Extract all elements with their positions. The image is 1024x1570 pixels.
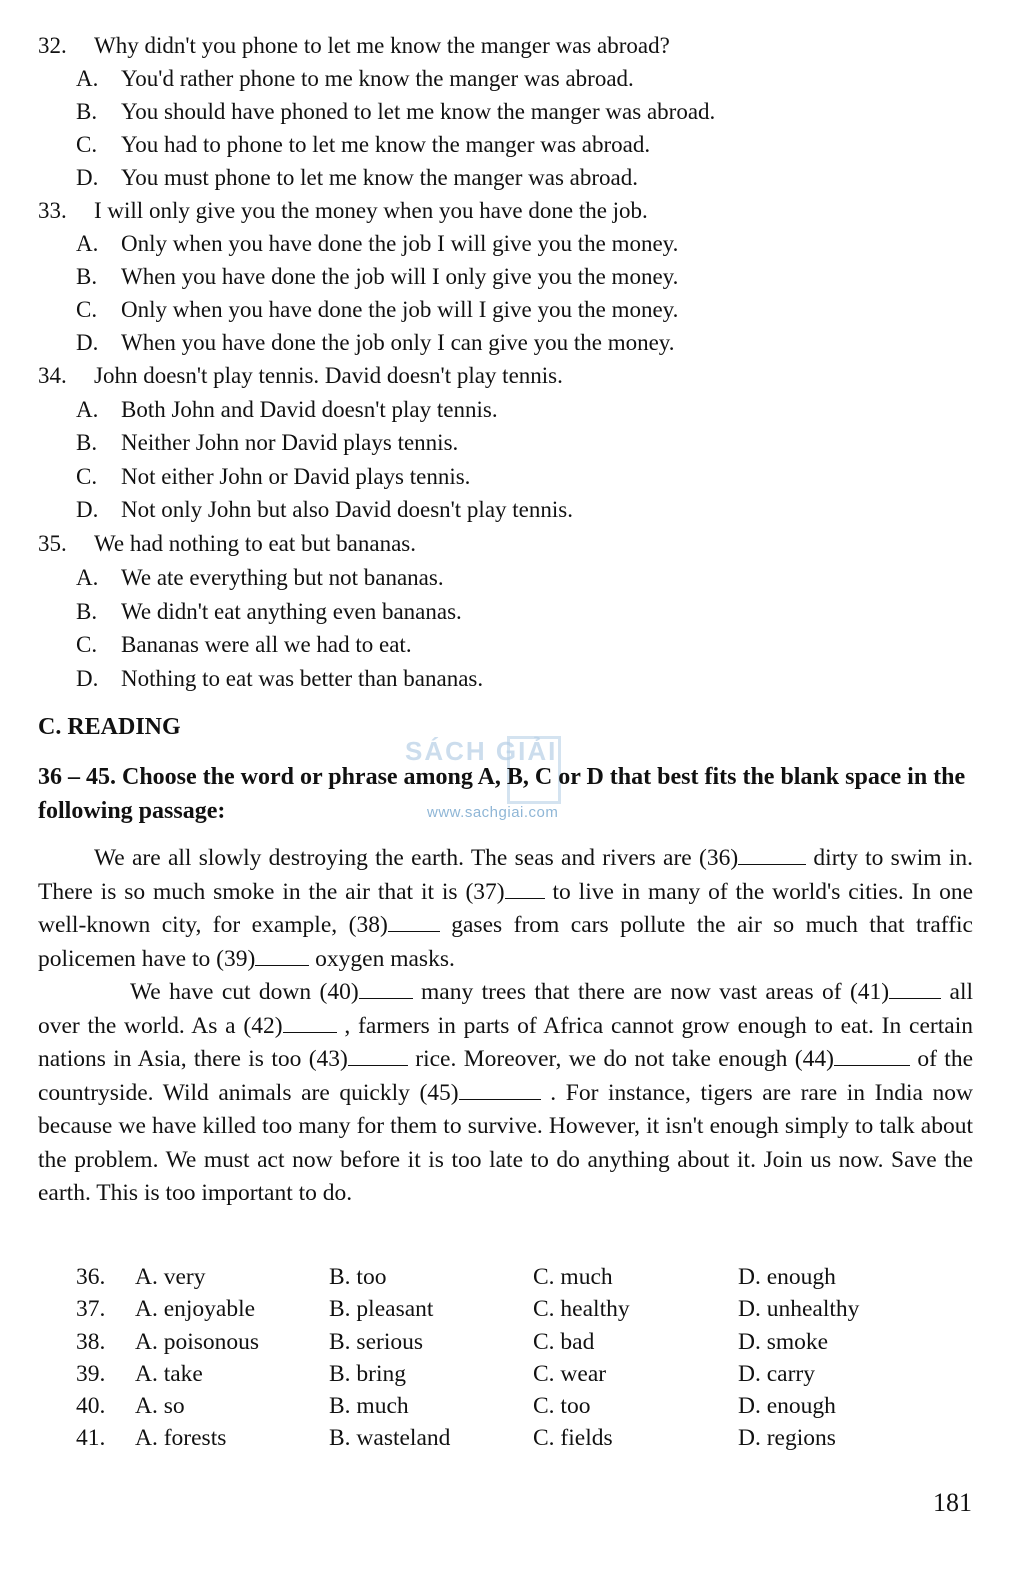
option-label: C. <box>76 632 98 657</box>
question-text: We had nothing to eat but bananas. <box>94 531 416 556</box>
answer-option-d: D. enough <box>738 1393 836 1419</box>
option-text: Nothing to eat was better than bananas. <box>121 666 484 691</box>
blank-40 <box>359 978 413 999</box>
option-label: D. <box>76 165 99 190</box>
question-34 <box>38 361 563 391</box>
option-text: You must phone to let me know the manger was abroad. <box>121 165 638 190</box>
option-text: Neither John nor David plays tennis. <box>121 430 459 455</box>
blank-36 <box>738 844 806 865</box>
option-33a <box>76 229 678 259</box>
option-35b <box>76 597 462 627</box>
option-35a <box>76 563 444 593</box>
blank-45 <box>459 1079 541 1100</box>
option-label: C. <box>76 464 98 489</box>
option-text: Not either John or David plays tennis. <box>121 464 471 489</box>
watermark-logo: SÁCH GIẢI <box>405 736 558 766</box>
option-text: You had to phone to let me know the manger was abroad. <box>121 132 651 157</box>
option-text: When you have done the job will I only give you the money. <box>121 264 679 289</box>
option-32a <box>76 64 634 94</box>
answer-number: 38. <box>76 1329 106 1355</box>
option-34d <box>76 495 573 525</box>
answer-option-c: C. fields <box>533 1425 613 1451</box>
answer-option-a: A. forests <box>135 1425 227 1451</box>
option-32c <box>76 130 650 160</box>
passage-text: to live in many of the world's cities. In one well-known city, for example, (38) <box>38 878 973 938</box>
option-32d <box>76 163 638 193</box>
answer-option-a: A. enjoyable <box>135 1296 256 1322</box>
answer-option-c: C. much <box>533 1264 613 1290</box>
option-text: We didn't eat anything even bananas. <box>121 599 462 624</box>
option-label: A. <box>76 66 99 91</box>
option-34b <box>76 428 458 458</box>
option-label: B. <box>76 99 98 124</box>
answer-number: 39. <box>76 1361 106 1387</box>
option-32b <box>76 97 715 127</box>
answer-option-a: A. so <box>135 1393 185 1419</box>
passage-text: dirty to swim in. There is so much smoke in the air that it is (37) <box>38 845 973 905</box>
answer-number: 40. <box>76 1393 106 1419</box>
option-text: Only when you have done the job will I give you the money. <box>121 297 679 322</box>
option-33b <box>76 262 678 292</box>
question-32 <box>38 31 670 61</box>
answer-number: 37. <box>76 1296 106 1322</box>
section-instruction: 36 – 45. Choose the word or phrase among A, B, C or D that best fits the blank space in the following passage: <box>38 764 966 824</box>
question-text: I will only give you the money when you have done the job. <box>94 198 648 223</box>
option-text: You'd rather phone to me know the manger was abroad. <box>121 66 634 91</box>
option-label: A. <box>76 565 99 590</box>
option-label: B. <box>76 599 98 624</box>
answer-option-d: D. carry <box>738 1361 815 1387</box>
passage-paragraph-1 <box>38 842 973 976</box>
answer-option-a: A. very <box>135 1264 206 1290</box>
answer-option-a: A. take <box>135 1361 203 1387</box>
answer-option-d: D. regions <box>738 1425 836 1451</box>
question-number: 34. <box>38 363 67 388</box>
option-35c <box>76 630 412 660</box>
blank-44 <box>834 1045 910 1066</box>
passage-text: many trees that there are now vast areas of (41) <box>412 979 890 1005</box>
passage-text: . For instance, tigers are rare in India now because we have killed too many for them to survive. However, it isn't enough simply to talk about the problem. We must act now before it is too late to do anything about it. Join us now. Save the earth. This is too important to do. <box>38 1079 973 1206</box>
question-33 <box>38 196 648 226</box>
section-heading: C. READING <box>38 714 181 740</box>
answer-option-d: D. smoke <box>738 1329 829 1355</box>
question-number: 35. <box>38 531 67 556</box>
answer-option-d: D. unhealthy <box>738 1296 860 1322</box>
question-text: Why didn't you phone to let me know the manger was abroad? <box>94 33 670 58</box>
option-text: Both John and David doesn't play tennis. <box>121 397 498 422</box>
option-label: C. <box>76 297 98 322</box>
answer-option-d: D. enough <box>738 1264 836 1290</box>
option-label: A. <box>76 397 99 422</box>
passage-text: , farmers in parts of Africa cannot grow enough to eat. In certain nations in Asia, there is too (43) <box>38 1012 973 1072</box>
option-label: C. <box>76 132 98 157</box>
option-34a <box>76 395 498 425</box>
option-text: Only when you have done the job I will give you the money. <box>121 231 679 256</box>
answer-number: 36. <box>76 1264 106 1290</box>
option-label: D. <box>76 666 99 691</box>
question-text: John doesn't play tennis. David doesn't play tennis. <box>94 363 563 388</box>
answer-option-b: B. much <box>329 1393 409 1419</box>
option-text: Not only John but also David doesn't play tennis. <box>121 497 573 522</box>
blank-39 <box>255 945 309 966</box>
option-label: B. <box>76 430 98 455</box>
watermark-url: www.sachgiai.com <box>427 804 559 821</box>
passage-text: gases from cars pollute the air so much that traffic policemen have to (39) <box>38 912 973 972</box>
option-label: B. <box>76 264 98 289</box>
answer-option-b: B. pleasant <box>329 1296 434 1322</box>
passage-text: We have cut down (40) <box>130 979 359 1005</box>
passage-text: oxygen masks. <box>309 945 455 972</box>
option-35d <box>76 664 483 694</box>
blank-42 <box>283 1012 337 1033</box>
passage-text: all over the world. As a (42) <box>38 979 973 1039</box>
option-text: Bananas were all we had to eat. <box>121 632 412 657</box>
blank-38 <box>388 911 440 932</box>
blank-37 <box>505 878 545 899</box>
answer-option-b: B. bring <box>329 1361 407 1387</box>
option-33d <box>76 328 675 358</box>
option-label: D. <box>76 497 99 522</box>
option-33c <box>76 295 678 325</box>
option-text: When you have done the job only I can give you the money. <box>121 330 675 355</box>
passage-text: We are all slowly destroying the earth. The seas and rivers are (36) <box>94 845 739 871</box>
answer-option-a: A. poisonous <box>135 1329 260 1355</box>
answer-option-b: B. too <box>329 1264 387 1290</box>
page-number: 181 <box>933 1488 972 1517</box>
option-34c <box>76 462 470 492</box>
answer-number: 41. <box>76 1425 106 1451</box>
option-text: You should have phoned to let me know the manger was abroad. <box>121 99 716 124</box>
answer-option-c: C. healthy <box>533 1296 630 1322</box>
answer-option-c: C. bad <box>533 1329 595 1355</box>
option-label: A. <box>76 231 99 256</box>
question-35 <box>38 529 416 559</box>
blank-41 <box>889 978 941 999</box>
answer-option-c: C. wear <box>533 1361 607 1387</box>
passage-text: of the countryside. Wild animals are quickly (45) <box>38 1046 973 1106</box>
answer-option-b: B. serious <box>329 1329 423 1355</box>
passage-text: rice. Moreover, we do not take enough (44) <box>407 1046 834 1072</box>
answer-option-c: C. too <box>533 1393 591 1419</box>
option-text: We ate everything but not bananas. <box>121 565 444 590</box>
option-label: D. <box>76 330 99 355</box>
passage-paragraph-2 <box>38 976 973 1211</box>
blank-43 <box>348 1045 408 1066</box>
answer-option-b: B. wasteland <box>329 1425 451 1451</box>
question-number: 32. <box>38 33 67 58</box>
question-number: 33. <box>38 198 67 223</box>
